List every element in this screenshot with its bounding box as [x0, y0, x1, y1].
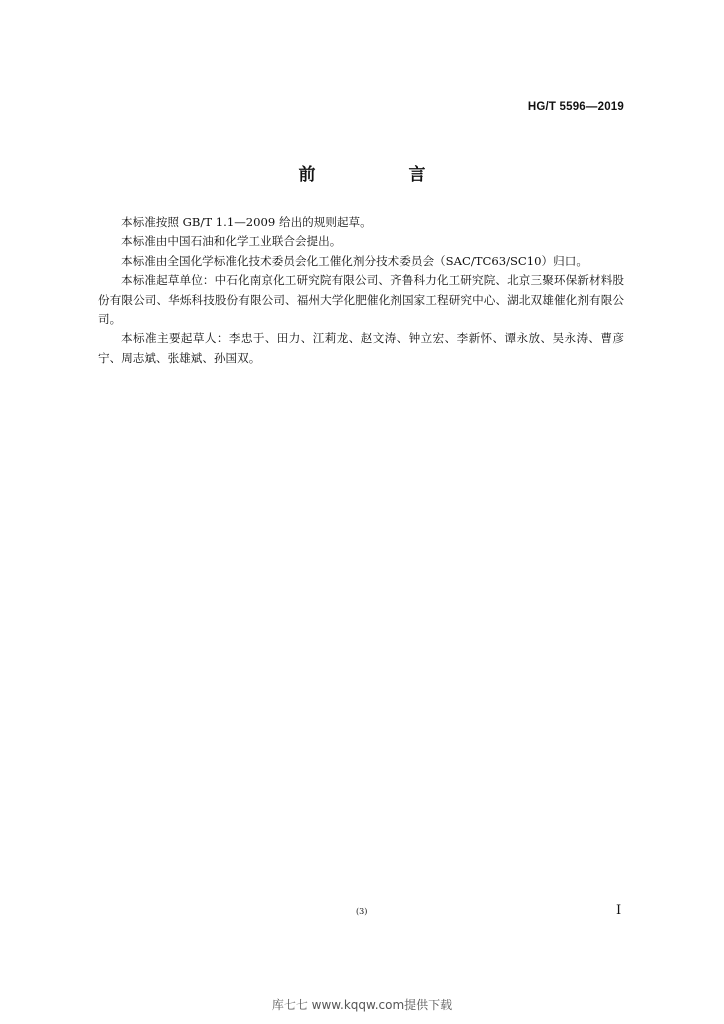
- paragraph-drafting-rules: 本标准按照 GB/T 1.1—2009 给出的规则起草。: [121, 215, 372, 229]
- paragraph-drafting-units: 本标准起草单位：中石化南京化工研究院有限公司、齐鲁科力化工研究院、北京三聚环保新材料股份有限公司、华烁科技股份有限公司、福州大学化肥催化剂国家工程研究中心、湖北双雄催化剂有限公司。: [98, 273, 624, 327]
- page-code: (3): [356, 907, 368, 916]
- preface-body: [98, 213, 624, 368]
- page-number: I: [616, 903, 622, 918]
- download-watermark: 库七七 www.kqqw.com提供下载: [271, 998, 453, 1012]
- paragraph-committee: 本标准由全国化学标准化技术委员会化工催化剂分技术委员会（SAC/TC63/SC10）归口。: [121, 253, 588, 268]
- page-title: 前 言: [298, 165, 464, 185]
- paragraph-drafters: 本标准主要起草人：李忠于、田力、江莉龙、赵文涛、钟立宏、李新怀、谭永放、吴永涛、曹彦宁、周志斌、张雄斌、孙国双。: [98, 331, 624, 365]
- standard-code: HG/T 5596—2019: [527, 101, 624, 113]
- paragraph-proposer: 本标准由中国石油和化学工业联合会提出。: [121, 234, 342, 249]
